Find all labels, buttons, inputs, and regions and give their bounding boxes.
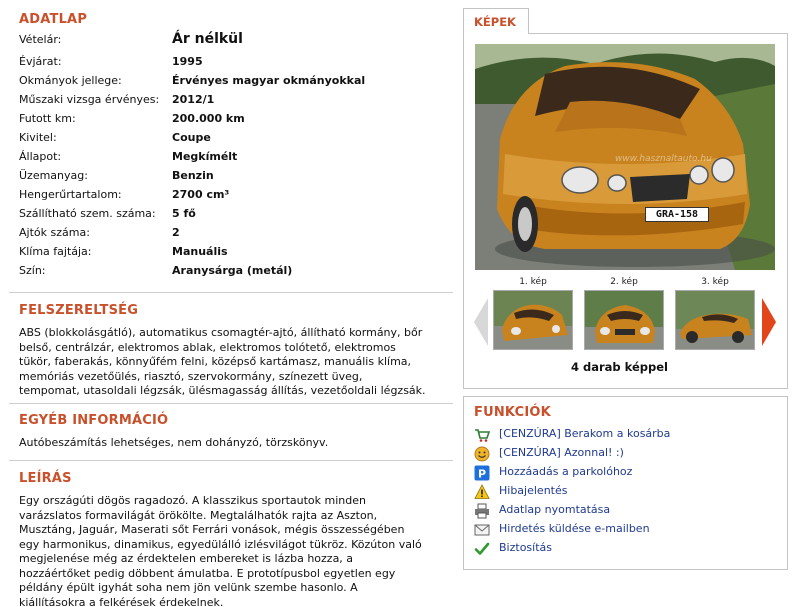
- spec-value: 1995: [172, 55, 203, 68]
- felszereltseg-title: FELSZERELTSÉG: [19, 303, 139, 318]
- spec-label: Ajtók száma:: [19, 226, 90, 239]
- printer-icon: [474, 503, 490, 519]
- parking-icon: [474, 465, 490, 481]
- thumbnail-1[interactable]: [493, 290, 573, 350]
- svg-text:P: P: [477, 467, 487, 481]
- text-line: belső, centrálzár, elektromos ablak, elektromos tolótető, elektromos: [19, 340, 396, 354]
- egyeb-title: EGYÉB INFORMÁCIÓ: [19, 413, 169, 428]
- text-line: tempomat, utasoldali légzsák, ülésmagasság állítás, vezetőoldali légzsák.: [19, 384, 426, 397]
- text-line: hozzáértőket pedig döbbent ámulatba. E prototípusbol egyetlen egy: [19, 566, 396, 580]
- funkciok-title: FUNKCIÓK: [474, 405, 551, 420]
- spec-value: Érvényes magyar okmányokkal: [172, 74, 366, 87]
- text-line: egy harmonikus, dinamikus, egyedülálló izlésvilágot tükröz. Közúton való: [19, 537, 422, 551]
- text-line: Egy országúti dögös ragadozó. A klasszikus sportautok minden: [19, 494, 366, 507]
- image-count: 4 darab képpel: [570, 360, 668, 374]
- text-line: ABS (blokkolásgátló), automatikus csomagtér-ajtó, állítható kormány, bőr: [19, 326, 423, 339]
- spec-label: Hengerűrtartalom:: [19, 188, 122, 201]
- spec-label: Kivitel:: [19, 131, 57, 144]
- checkmark-icon: [474, 541, 490, 557]
- spec-value: Coupe: [172, 131, 211, 144]
- text-line: kiállításokra a felkérések érdekelnek.: [19, 595, 224, 607]
- egyeb-text: Autóbeszámítás lehetséges, nem dohányzó, törzskönyv.: [19, 436, 329, 449]
- text-line: tükör, faberakás, könnyűfém felni, középső kartámasz, manuális klíma,: [19, 355, 412, 368]
- prev-arrow-icon[interactable]: [474, 298, 488, 346]
- spec-label: Évjárat:: [19, 55, 62, 68]
- func-label: Hozzáadás a parkolóhoz: [499, 465, 633, 478]
- spec-value: 2: [172, 226, 180, 239]
- felszereltseg-text: [19, 326, 447, 399]
- watermark: www.hasznaltauto.hu: [615, 154, 712, 164]
- spec-value: 2012/1: [172, 93, 215, 106]
- spec-label: Vételár:: [19, 33, 62, 46]
- thumbnail-3[interactable]: [675, 290, 755, 350]
- spec-value: 2700 cm³: [172, 188, 230, 201]
- spec-label: Üzemanyag:: [19, 169, 88, 182]
- license-plate: GRA-158: [645, 207, 709, 222]
- next-arrow-icon[interactable]: [762, 298, 776, 346]
- text-line: megjelenése még az érdektelen embereket is lázba hozza, a: [19, 552, 354, 565]
- text-line: példány épült igyhát soha nem jön velünk szembe hasonlo. A: [19, 581, 358, 594]
- text-line: Musztáng, Jaguár, Maserati sőt Ferrári vonások, mégis összességében: [19, 523, 405, 536]
- thumb-label-3: 3. kép: [701, 277, 729, 287]
- text-line: varázslatos formavilágát örökölte. Megtalálhatók rajta az Aszton,: [19, 508, 378, 522]
- thumb-label-1: 1. kép: [519, 277, 547, 287]
- func-label: Biztosítás: [499, 541, 552, 554]
- thumb-label-2: 2. kép: [610, 277, 638, 287]
- spec-label: Klíma fajtája:: [19, 245, 92, 258]
- main-car-photo[interactable]: [475, 44, 775, 270]
- func-label: Hibajelentés: [499, 484, 568, 497]
- spec-label: Műszaki vizsga érvényes:: [19, 93, 160, 106]
- func-label: [CENZÚRA] Azonnal! :): [499, 446, 624, 459]
- func-label: Hirdetés küldése e-mailben: [499, 522, 650, 535]
- divider: [9, 403, 453, 404]
- spec-value: 200.000 km: [172, 112, 245, 125]
- divider: [9, 292, 453, 293]
- smiley-icon: [474, 446, 490, 462]
- func-label: Adatlap nyomtatása: [499, 503, 611, 516]
- spec-value: Manuális: [172, 245, 228, 258]
- divider: [9, 460, 453, 461]
- spec-value: 5 fő: [172, 207, 196, 220]
- spec-value: Aranysárga (metál): [172, 264, 293, 277]
- spec-label: Futott km:: [19, 112, 76, 125]
- text-line: memóriás vezetőülés, riasztó, szervokormány, színezett üveg,: [19, 369, 363, 383]
- price-value: Ár nélkül: [172, 31, 243, 47]
- warning-icon: [474, 484, 490, 500]
- spec-label: Szín:: [19, 264, 46, 277]
- spec-value: Megkímélt: [172, 150, 238, 163]
- leiras-text: [19, 494, 447, 607]
- func-label: [CENZÚRA] Berakom a kosárba: [499, 427, 671, 440]
- adatlap-title: ADATLAP: [19, 12, 88, 27]
- spec-value: Benzin: [172, 169, 214, 182]
- tab-kepek[interactable]: KÉPEK: [463, 8, 529, 34]
- thumbnail-2[interactable]: [584, 290, 664, 350]
- spec-label: Szállítható szem. száma:: [19, 207, 156, 220]
- spec-label: Okmányok jellege:: [19, 74, 122, 87]
- cart-icon: [474, 427, 490, 443]
- spec-label: Állapot:: [19, 150, 62, 163]
- leiras-title: LEÍRÁS: [19, 471, 72, 486]
- envelope-icon: [474, 522, 490, 538]
